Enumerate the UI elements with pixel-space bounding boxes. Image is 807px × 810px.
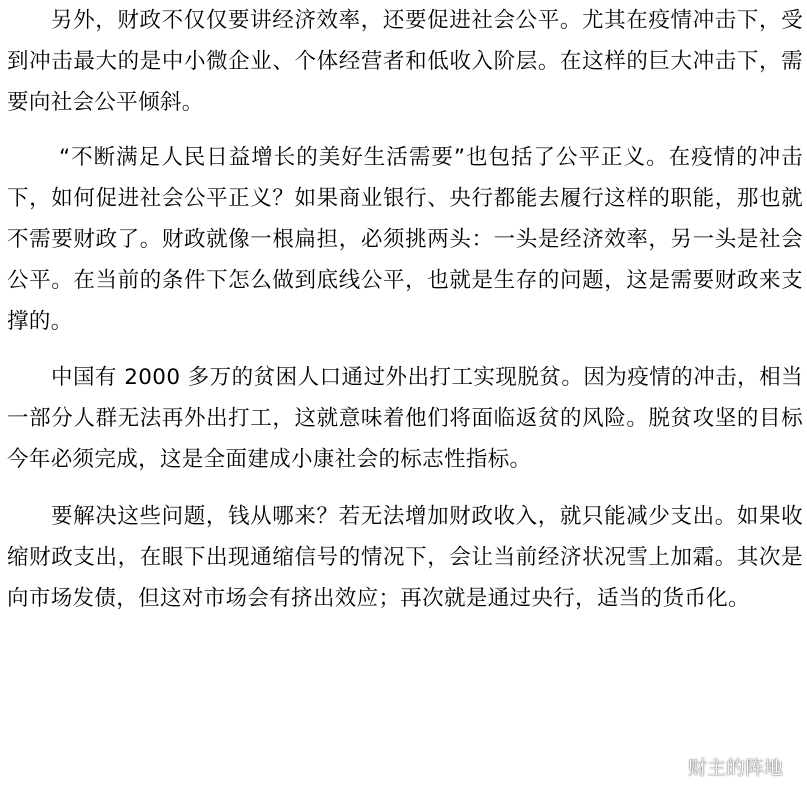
- document-body: [7, 0, 803, 619]
- watermark-text: 财主的阵地: [687, 757, 783, 779]
- wechat-icon: [656, 756, 682, 778]
- paragraph-1: 另外，财政不仅仅要讲经济效率，还要促进社会公平。尤其在疫情冲击下，受到冲击最大的是中小微企业、个体经营者和低收入阶层。在这样的巨大冲击下，需要向社会公平倾斜。: [7, 8, 803, 115]
- paragraph-2: “不断满足人民日益增长的美好生活需要”也包括了公平正义。在疫情的冲击下，如何促进社会公平正义？如果商业银行、央行都能去履行这样的职能，那也就不需要财政了。财政就像一根扁担，必须挑两头：一头是经济效率，另一头是社会公平。在当前的条件下怎么做到底线公平，也就是生存的问题，这是需要财政来支撑的。: [7, 145, 803, 334]
- watermark: [656, 753, 783, 780]
- paragraph-3: 中国有 2000 多万的贫困人口通过外出打工实现脱贫。因为疫情的冲击，相当一部分人群无法再外出打工，这就意味着他们将面临返贫的风险。脱贫攻坚的目标今年必须完成，这是全面建成小康社会的标志性指标。: [7, 365, 803, 472]
- paragraph-4: 要解决这些问题，钱从哪来？若无法增加财政收入，就只能减少支出。如果收缩财政支出，在眼下出现通缩信号的情况下，会让当前经济状况雪上加霜。其次是向市场发债，但这对市场会有挤出效应；再次就是通过央行，适当的货币化。: [7, 504, 803, 611]
